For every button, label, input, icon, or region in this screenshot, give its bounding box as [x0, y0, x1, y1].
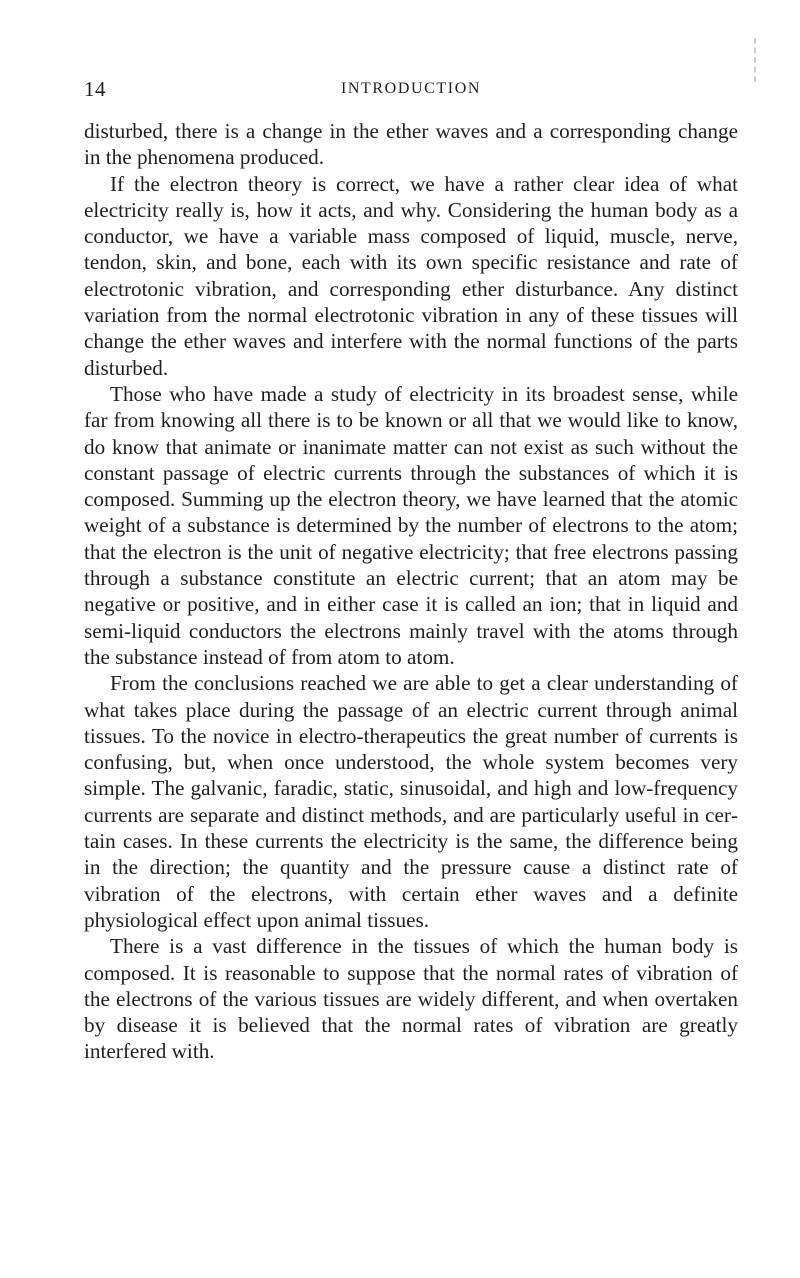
running-title: INTRODUCTION	[340, 80, 482, 97]
paragraph-continuation: disturbed, there is a change in the ether waves and a corresponding change in the phenomena produced.	[84, 119, 738, 170]
scan-artifact	[754, 38, 759, 82]
paragraph-currents: From the conclusions reached we are able to get a clear understanding of what takes place during the passage of an electric current through animal tissues. To the novice in electro-therapeutics the great number of currents is confusing, but, when once understood, the whole system becomes very simple. The galvanic, faradic, static, sinusoidal, and high and low-frequency currents are separate and distinct methods, and are particularly useful in certain cases. In these currents the electricity is the same, the difference being in the direction; the quantity and the pressure cause a distinct rate of vibration of the electrons, with certain ether waves and a definite physiological effect upon animal tissues.	[84, 671, 738, 932]
paragraph-electricity-study: Those who have made a study of electricity in its broadest sense, while far from knowing all there is to be known or all that we would like to know, do know that animate or inanimate matter can not exist as such without the constant passage of electric currents through the substances of which it is composed. Summing up the electron theory, we have learned that the atomic weight of a substance is determined by the number of electrons to the atom; that the electron is the unit of negative electricity; that free electrons passing through a substance constitute an electric current; that an atom may be negative or positive, and in either case it is called an ion; that in liquid and semi-liquid conductors the electrons mainly travel with the atoms through the substance instead of from atom to atom.	[84, 381, 738, 669]
page-number: 14	[84, 77, 106, 101]
paragraph-electron-theory: If the electron theory is correct, we have a rather clear idea of what electricity really is, how it acts, and why. Considering the human body as a conductor, we have a variable mass composed of liquid, muscle, nerve, tendon, skin, and bone, each with its own specific resistance and rate of electrotonic vibration, and corresponding ether disturbance. Any distinct variation from the normal electrotonic vibration in any of these tissues will change the ether waves and interfere with the normal functions of the parts disturbed.	[84, 171, 738, 380]
paragraph-tissues: There is a vast difference in the tissues of which the human body is composed. It is reasonable to suppose that the normal rates of vibration of the electrons of the various tissues are widely different, and when overtaken by disease it is believed that the normal rates of vibration are greatly interfered with.	[84, 934, 738, 1064]
page-header	[84, 76, 738, 104]
body-text	[84, 118, 738, 1065]
